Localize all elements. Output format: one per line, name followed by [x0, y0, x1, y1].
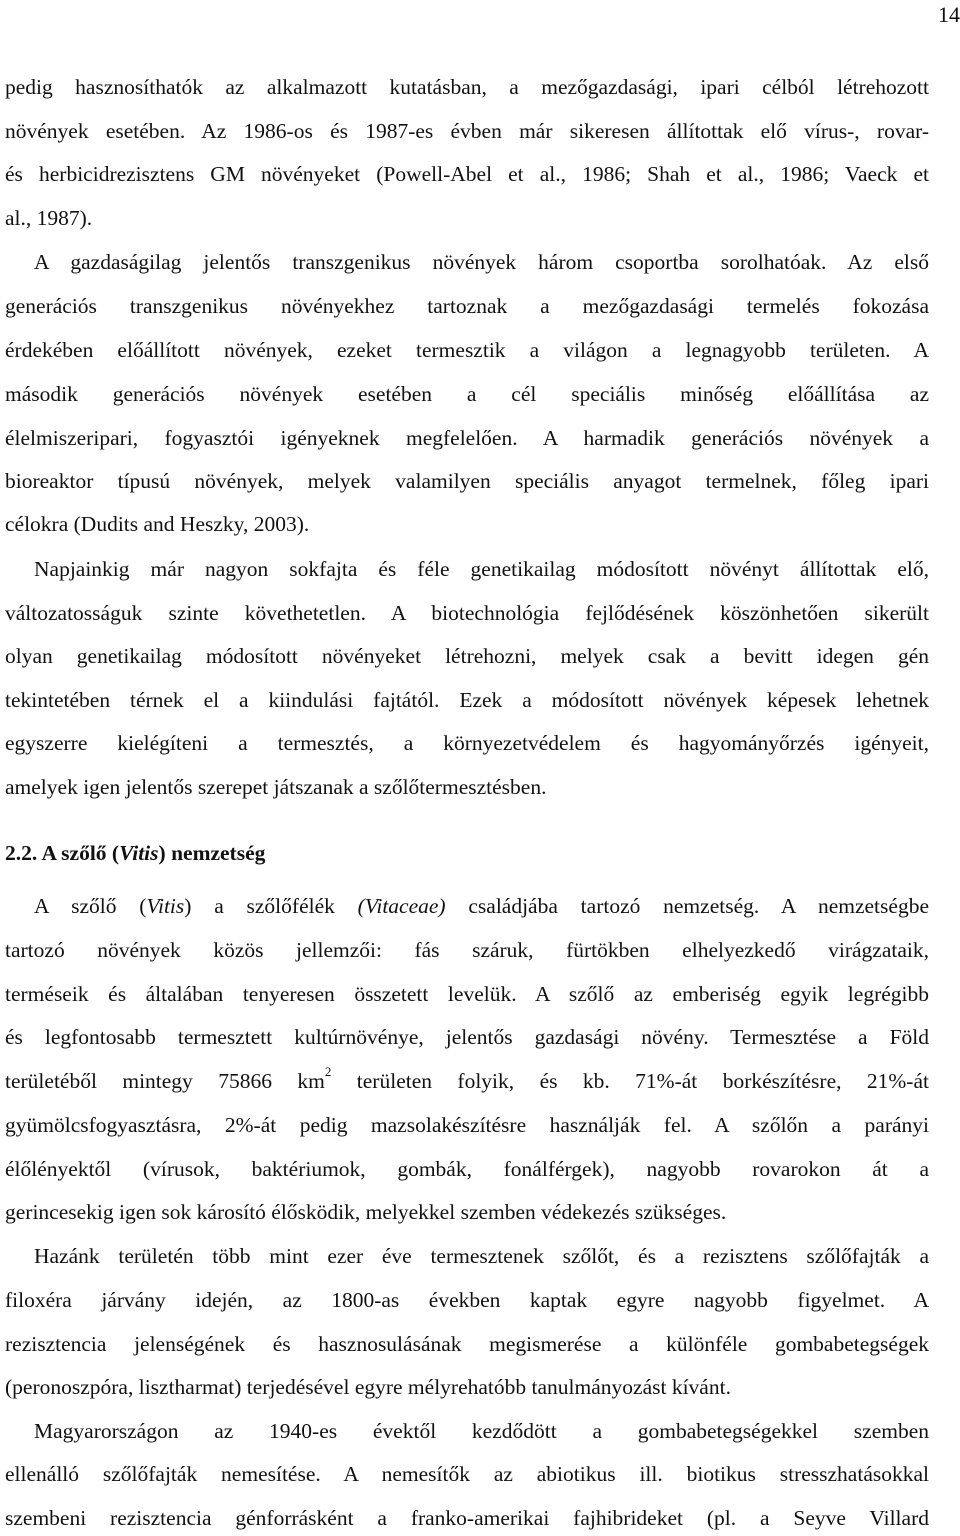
text-line: amelyek igen jelentős szerepet játszanak a szőlőtermesztésben. — [5, 775, 547, 799]
text-line: olyan genetikailag módosított növényeket létrehozni, melyek csak a bevitt idegen gén — [5, 644, 929, 668]
page-number: 14 — [938, 2, 960, 27]
superscript: 2 — [324, 1063, 332, 1079]
text-line: Napjainkig már nagyon sokfajta és féle genetikailag módosított növényt állítottak elő, — [34, 557, 929, 581]
text-line: tartozó növények közös jellemzői: fás száruk, fürtökben elhelyezkedő virágzataik, — [5, 938, 929, 962]
text-line: pedig hasznosíthatók az alkalmazott kutatásban, a mezőgazdasági, ipari célból létrehozott — [5, 75, 929, 99]
text-line: érdekében előállított növények, ezeket termesztik a világon a legnagyobb területen. A — [5, 338, 929, 362]
text-line: gyümölcsfogyasztásra, 2%-át pedig mazsolakészítésre használják fel. A szőlőn a parányi — [5, 1113, 929, 1137]
text-line: rezisztencia jelenségének és hasznosulásának megismerése a különféle gombabetegségek — [5, 1332, 929, 1356]
text-line: egyszerre kielégíteni a termesztés, a környezetvédelem és hagyományőrzés igényeit, — [5, 731, 929, 755]
text-line: (peronoszpóra, lisztharmat) terjedésével egyre mélyrehatóbb tanulmányozást kívánt. — [5, 1375, 731, 1399]
text-line: Hazánk területén több mint ezer éve termesztenek szőlőt, és a rezisztens szőlőfajták a — [34, 1244, 929, 1268]
text-line: tekintetében térnek el a kiindulási fajtától. Ezek a módosított növények képesek lehetnek — [5, 688, 929, 712]
text-line: A gazdaságilag jelentős transzgenikus növények három csoportba sorolhatóak. Az első — [34, 250, 929, 274]
text-line: élelmiszeripari, fogyasztói igényeknek megfelelően. A harmadik generációs növények a — [5, 426, 929, 450]
text-line: és herbicidrezisztens GM növényeket (Powell-Abel et al., 1986; Shah et al., 1986; Vaeck et — [5, 162, 929, 186]
text-line: gerincesekig igen sok károsító élősködik, melyekkel szemben védekezés szükséges. — [5, 1200, 727, 1224]
text-line: al., 1987). — [5, 206, 93, 230]
heading-italic: Vitis — [119, 841, 159, 865]
text-line: szembeni rezisztencia génforrásként a franko-amerikai fajhibrideket (pl. a Seyve Villard — [5, 1506, 929, 1530]
text-line: ellenálló szőlőfajták nemesítése. A nemesítők az abiotikus ill. biotikus stresszhatásokkal — [5, 1462, 929, 1486]
text-line: filoxéra járvány idején, az 1800-as években kaptak egyre nagyobb figyelmet. A — [5, 1288, 929, 1312]
text-line: területéből mintegy 75866 $km^2$ területen folyik, és kb. 71%-át borkészítésre, 21%-át — [5, 1063, 929, 1093]
text-line: és legfontosabb termesztett kultúrnövénye, jelentős gazdasági növény. Termesztése a Föld — [5, 1025, 929, 1049]
text-line: generációs transzgenikus növényekhez tartoznak a mezőgazdasági termelés fokozása — [5, 294, 929, 318]
text-line: célokra (Dudits and Heszky, 2003). — [5, 512, 310, 536]
text-line: második generációs növények esetében a cél speciális minőség előállítása az — [5, 382, 929, 406]
text-line: Magyarországon az 1940-es évektől kezdődött a gombabetegségekkel szemben — [34, 1419, 929, 1443]
section-heading — [5, 839, 265, 867]
heading-number-title: 2.2. A szőlő ( — [5, 841, 120, 865]
text-line: változatosságuk szinte követhetetlen. A biotechnológia fejlődésének köszönhetően sikerült — [5, 601, 929, 625]
text-line: növények esetében. Az 1986-os és 1987-es évben már sikeresen állítottak elő vírus-, rovar- — [5, 119, 929, 143]
text-line: élőlényektől (vírusok, baktériumok, gombák, fonálférgek), nagyobb rovarokon át a — [5, 1157, 929, 1181]
text-line: bioreaktor típusú növények, melyek valamilyen speciális anyagot termelnek, főleg ipari — [5, 469, 929, 493]
text-line: A szőlő (Vitis) a szőlőfélék (Vitaceae) családjába tartozó nemzetség. A nemzetségbe — [34, 894, 929, 918]
heading-rest: ) nemzetség — [158, 841, 266, 865]
text-line: terméseik és általában tenyeresen összetett levelük. A szőlő az emberiség egyik legrégibb — [5, 982, 929, 1006]
